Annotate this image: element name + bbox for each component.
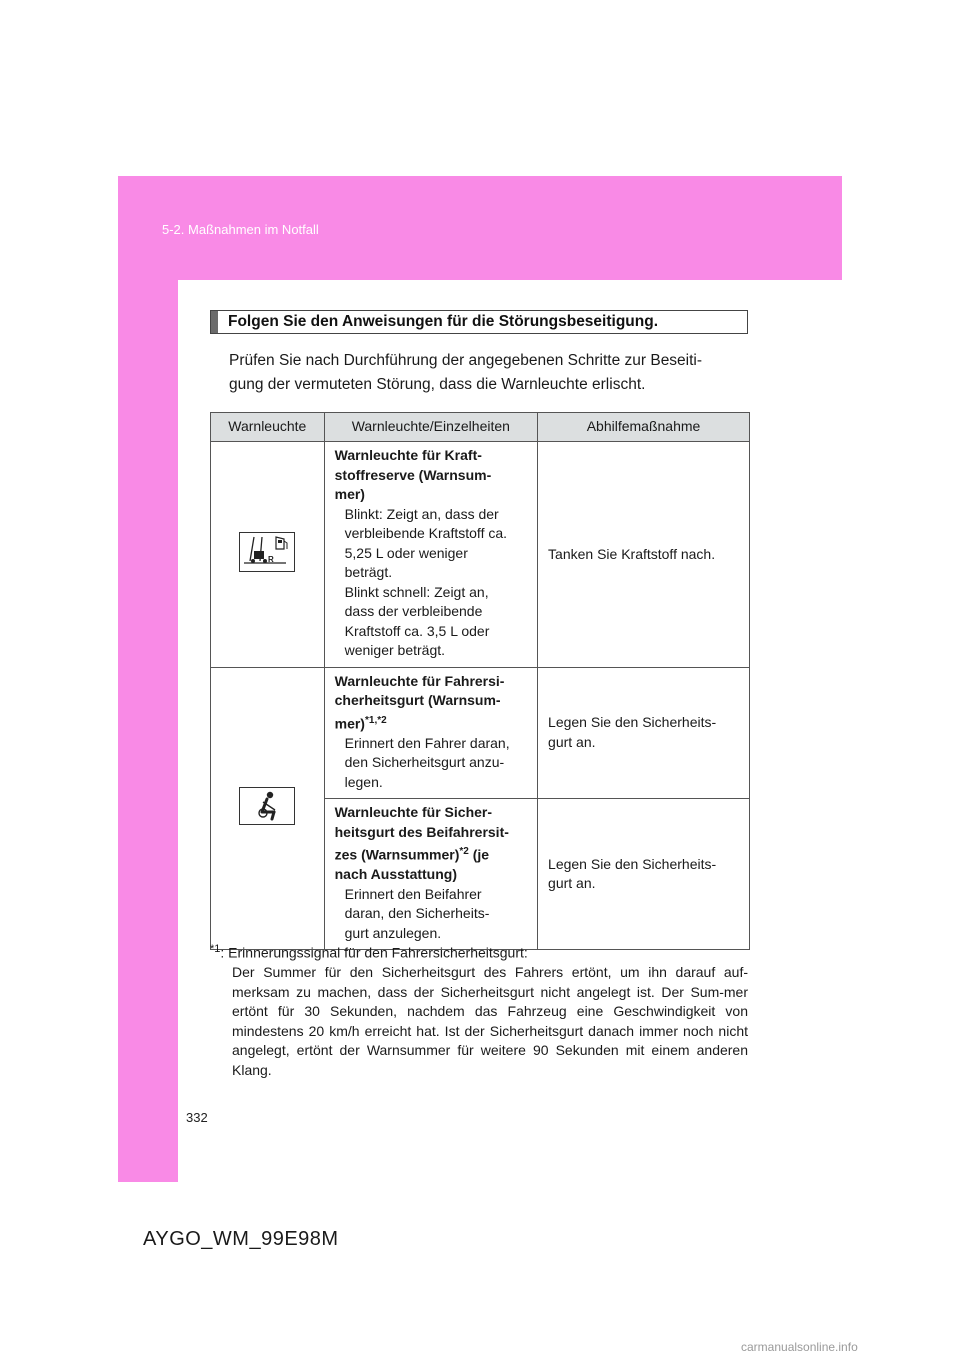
body-line: Kraftstoff ca. 3,5 L oder: [344, 622, 490, 639]
details-title: [335, 446, 531, 505]
action-line: Legen Sie den Sicherheits-: [548, 855, 717, 872]
intro-line-1: Prüfen Sie nach Durchführung der angegebenen Schritte zur Beseiti-: [229, 352, 703, 369]
col-header-details: Warnleuchte/Einzelheiten: [324, 413, 537, 442]
body-line: Erinnert den Fahrer daran,: [344, 734, 510, 751]
title-text: mer): [334, 715, 365, 732]
details-title: [335, 672, 531, 734]
details-title: [335, 803, 531, 885]
document-code: AYGO_WM_99E98M: [143, 1228, 339, 1250]
svg-text:R: R: [268, 555, 275, 564]
body-line: den Sicherheitsgurt anzu-: [344, 754, 505, 771]
icon-cell: [211, 442, 325, 668]
title-line: Warnleuchte für Kraft-: [334, 447, 482, 463]
title-line: heitsgurt des Beifahrersit-: [334, 823, 509, 840]
title-line: mer): [334, 486, 365, 502]
body-line: daran, den Sicherheits-: [344, 905, 490, 922]
body-line: gurt anzulegen.: [344, 924, 442, 941]
action-line: gurt an.: [548, 875, 596, 892]
instruction-heading: [210, 310, 748, 334]
title-line: [335, 711, 531, 734]
table-row: [211, 667, 750, 799]
chapter-side-band: [118, 280, 178, 1182]
details-body: [335, 505, 531, 661]
intro-line-2: gung der vermuteten Störung, dass die Warnleuchte erlischt.: [229, 376, 646, 393]
details-cell: [324, 667, 537, 799]
title-line: Warnleuchte für Fahrersi-: [334, 672, 505, 689]
details-body: [335, 734, 531, 793]
table-row: [211, 442, 750, 668]
title-line: [335, 842, 531, 865]
details-cell: [324, 799, 537, 950]
details-body: [335, 885, 531, 944]
details-cell: [324, 442, 537, 668]
title-line: cherheitsgurt (Warnsum-: [334, 692, 501, 708]
warning-light-table: [210, 412, 750, 950]
title-line: stoffreserve (Warnsum-: [334, 466, 492, 483]
footnote: [210, 940, 748, 1080]
footnote-text: Der Summer für den Sicherheitsgurt des Fahrers ertönt, um ihn darauf auf-merksam zu machen, dass der Sicherheitsgurt nicht angelegt ist. Der Sum-mer ertönt für 30 Sekunden, nachdem das Fahrzeug eine Geschwindigkeit von mindestens 20 km/h erreicht hat. Ist der Sicherheitsgurt danach immer noch nicht angelegt, ertönt der Warnsummer für weitere 90 Sekunden mit einem anderen Klang.: [232, 964, 748, 1078]
action-cell: [538, 667, 750, 799]
body-line: 5,25 L oder weniger: [344, 544, 468, 561]
body-line: legen.: [344, 773, 383, 790]
body-line: Erinnert den Beifahrer: [344, 885, 482, 902]
body-line: beträgt.: [344, 564, 393, 580]
body-line: dass der verbleibende: [344, 603, 483, 619]
title-line: nach Ausstattung): [334, 866, 457, 883]
title-line: Warnleuchte für Sicher-: [334, 804, 493, 821]
footnote-label-line: [210, 940, 748, 963]
col-header-light: Warnleuchte: [211, 413, 325, 442]
action-cell: [538, 799, 750, 950]
col-header-action: Abhilfemaßnahme: [538, 413, 750, 442]
footnote-ref: *1,*2: [364, 714, 387, 726]
icon-cell: [211, 667, 325, 950]
body-line: verbleibende Kraftstoff ca.: [344, 525, 508, 541]
intro-paragraph: [229, 349, 754, 397]
watermark: carmanualsonline.info: [741, 1340, 858, 1354]
footnote-ref: *2: [459, 846, 469, 858]
footnote-marker: *1: [210, 943, 221, 955]
heading-text: Folgen Sie den Anweisungen für die Störungsbeseitigung.: [228, 313, 659, 330]
seatbelt-warning-icon: [239, 787, 295, 825]
section-title: 5-2. Maßnahmen im Notfall: [162, 222, 319, 237]
body-line: Blinkt: Zeigt an, dass der: [344, 505, 499, 522]
title-text: (je: [468, 846, 490, 863]
fuel-reserve-warning-icon: [239, 532, 295, 572]
table-header-row: [211, 413, 750, 442]
heading-marker: [211, 311, 218, 333]
body-line: Blinkt schnell: Zeigt an,: [344, 583, 489, 600]
action-cell: Tanken Sie Kraftstoff nach.: [538, 442, 750, 668]
action-line: Legen Sie den Sicherheits-: [548, 714, 717, 731]
title-text: zes (Warnsummer): [334, 846, 460, 863]
body-line: weniger beträgt.: [344, 642, 446, 658]
footnote-label: : Erinnerungssignal für den Fahrersicherheitsgurt:: [220, 944, 528, 961]
page-number: 332: [186, 1110, 208, 1125]
action-line: gurt an.: [548, 733, 596, 750]
